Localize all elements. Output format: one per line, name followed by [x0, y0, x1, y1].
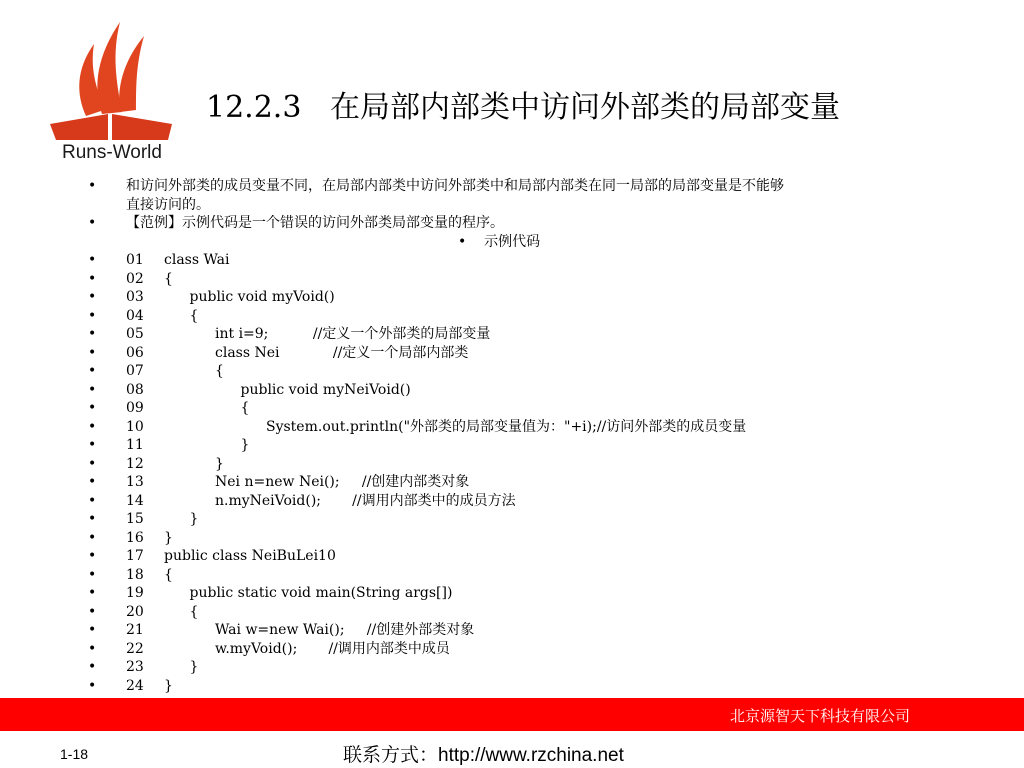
bullet-icon: •: [88, 252, 97, 268]
contact-info: [343, 740, 624, 767]
paragraph-line: [0, 177, 1024, 196]
code-line: [0, 418, 1024, 437]
page-number: 1-18: [60, 746, 89, 762]
logo-text: Runs-World: [62, 142, 162, 163]
code-line: [0, 399, 1024, 418]
code-text: {: [240, 400, 250, 416]
bullet-icon: •: [88, 474, 97, 490]
code-text: }: [164, 529, 173, 546]
code-line: [0, 510, 1024, 529]
footer-bar: [0, 698, 1024, 731]
code-text: Nei n=new Nei(); //创建内部类对象: [215, 474, 470, 490]
line-number: 02: [126, 270, 144, 287]
code-text: }: [189, 659, 199, 675]
centered-item-text: [458, 233, 540, 252]
code-line: [0, 621, 1024, 640]
bullet-icon: •: [88, 511, 97, 527]
paragraph-line: [0, 196, 1024, 215]
code-text: Wai w=new Wai(); //创建外部类对象: [215, 622, 475, 638]
bullet-icon: •: [88, 603, 97, 620]
line-number: 09: [126, 400, 144, 416]
line-number: 08: [126, 381, 144, 398]
code-text: }: [164, 677, 173, 694]
bullet-icon: •: [88, 326, 97, 342]
code-text: }: [240, 437, 250, 453]
bullet-icon: •: [458, 233, 467, 250]
code-line: [0, 381, 1024, 400]
contact-label: 联系方式：: [343, 744, 439, 766]
bullet-icon: •: [88, 307, 97, 324]
bullet-icon: •: [88, 270, 97, 287]
slide-content: [0, 177, 1024, 695]
bullet-icon: •: [88, 418, 97, 435]
code-text: n.myNeiVoid(); //调用内部类中的成员方法: [215, 492, 516, 509]
line-number: 14: [126, 492, 144, 509]
line-number: 07: [126, 363, 144, 379]
code-line: [0, 529, 1024, 548]
code-text: {: [215, 363, 224, 379]
line-number: 16: [126, 529, 144, 546]
line-number: 06: [126, 344, 144, 361]
bullet-icon: •: [88, 400, 97, 416]
code-line: [0, 344, 1024, 363]
bullet-icon: •: [88, 344, 97, 361]
code-line: [0, 492, 1024, 511]
paragraph-text: 【范例】示例代码是一个错误的访问外部类局部变量的程序。: [126, 215, 504, 231]
line-number: 20: [126, 603, 144, 620]
bullet-icon: •: [88, 566, 97, 583]
code-text: {: [164, 566, 173, 583]
code-line: [0, 307, 1024, 326]
code-text: public class NeiBuLei10: [164, 548, 336, 564]
bullet-icon: •: [88, 492, 97, 509]
bullet-icon: •: [88, 381, 97, 398]
code-line: [0, 288, 1024, 307]
paragraph-text: 和访问外部类的成员变量不同，在局部内部类中访问外部类中和局部内部类在同一局部的局部变量是不能够: [126, 178, 784, 194]
bullet-icon: •: [88, 529, 97, 546]
line-number: 12: [126, 455, 144, 472]
bullet-icon: •: [88, 622, 97, 638]
code-line: [0, 566, 1024, 585]
line-number: 18: [126, 566, 144, 583]
code-text: {: [189, 307, 199, 324]
line-number: 10: [126, 418, 144, 435]
paragraph-text: 直接访问的。: [126, 196, 210, 213]
line-number: 24: [126, 677, 144, 694]
code-text: public void myNeiVoid(): [240, 381, 411, 398]
line-number: 03: [126, 289, 144, 305]
line-number: 15: [126, 511, 144, 527]
code-line: [0, 362, 1024, 381]
line-number: 04: [126, 307, 144, 324]
code-line: [0, 677, 1024, 696]
line-number: 21: [126, 622, 144, 638]
code-text: class Wai: [164, 252, 230, 268]
code-text: {: [189, 603, 199, 620]
line-number: 05: [126, 326, 144, 342]
line-number: 19: [126, 585, 144, 601]
code-line: [0, 455, 1024, 474]
bullet-icon: •: [88, 640, 97, 657]
code-text: int i=9; //定义一个外部类的局部变量: [215, 326, 491, 342]
line-number: 17: [126, 548, 144, 564]
line-number: 11: [126, 437, 144, 453]
code-line: [0, 640, 1024, 659]
contact-url: http://www.rzchina.net: [438, 745, 624, 766]
code-text: w.myVoid(); //调用内部类中成员: [215, 640, 450, 657]
bullet-icon: •: [88, 437, 97, 453]
code-line: [0, 547, 1024, 566]
code-line: [0, 436, 1024, 455]
code-line: [0, 270, 1024, 289]
company-name: 北京源智天下科技有限公司: [729, 707, 910, 725]
bullet-icon: •: [88, 677, 97, 694]
centered-item-label: 示例代码: [484, 233, 541, 250]
code-text: {: [164, 270, 173, 287]
bullet-icon: •: [88, 659, 97, 675]
bullet-icon: •: [88, 585, 97, 601]
code-text: }: [189, 511, 199, 527]
code-text: class Nei //定义一个局部内部类: [215, 344, 469, 361]
bullet-icon: •: [88, 363, 97, 379]
runs-world-logo: [46, 14, 178, 166]
line-number: 23: [126, 659, 144, 675]
bullet-icon: •: [88, 548, 97, 564]
code-line: [0, 473, 1024, 492]
paragraph-line: [0, 214, 1024, 233]
centered-item: [0, 233, 1024, 252]
flame-book-icon: [46, 14, 178, 142]
line-number: 01: [126, 252, 144, 268]
line-number: 13: [126, 474, 144, 490]
code-text: System.out.println("外部类的局部变量值为："+i);//访问外部类的成员变量: [266, 418, 747, 435]
code-text: public static void main(String args[]): [189, 585, 453, 601]
code-text: }: [215, 455, 224, 472]
code-line: [0, 658, 1024, 677]
bullet-icon: •: [88, 455, 97, 472]
bullet-icon: •: [88, 289, 97, 305]
code-line: [0, 603, 1024, 622]
code-text: public void myVoid(): [189, 289, 335, 305]
bullet-icon: •: [88, 178, 97, 194]
bullet-icon: •: [88, 215, 97, 231]
code-line: [0, 251, 1024, 270]
slide-title: 12.2.3 在局部内部类中访问外部类的局部变量: [206, 90, 841, 125]
code-line: [0, 325, 1024, 344]
line-number: 22: [126, 640, 144, 657]
code-line: [0, 584, 1024, 603]
